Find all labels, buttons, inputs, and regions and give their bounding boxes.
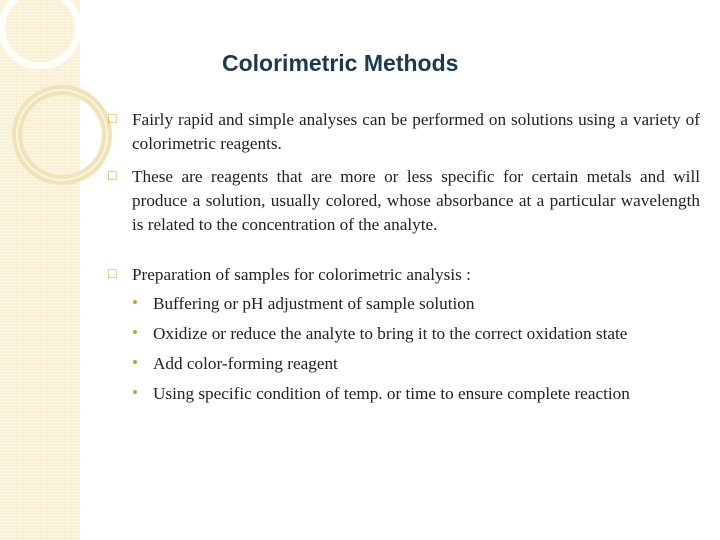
bullet-marker-icon: □ <box>108 169 117 184</box>
sub-bullet-item <box>132 292 700 316</box>
sub-bullet-text: Buffering or pH adjustment of sample solution <box>153 294 475 313</box>
bullet-marker-icon: □ <box>108 267 117 282</box>
bullet-item <box>108 263 700 406</box>
bullet-text: Fairly rapid and simple analyses can be performed on solutions using a variety of colorimetric reagents. <box>132 110 700 153</box>
sub-bullet-dot-icon: • <box>132 383 139 402</box>
sub-bullet-text: Add color-forming reagent <box>153 354 338 373</box>
sub-bullet-dot-icon: • <box>132 323 139 342</box>
slide-content <box>108 108 700 412</box>
sub-bullet-list <box>132 292 700 406</box>
bullet-text: Preparation of samples for colorimetric analysis : <box>132 265 471 284</box>
sub-bullet-item <box>132 322 700 346</box>
sub-bullet-item <box>132 382 700 406</box>
sub-bullet-text: Using specific condition of temp. or time to ensure complete reaction <box>153 384 630 403</box>
bullet-item <box>108 108 700 156</box>
sub-bullet-item <box>132 352 700 376</box>
bullet-item <box>108 165 700 237</box>
sub-bullet-text: Oxidize or reduce the analyte to bring it to the correct oxidation state <box>153 324 628 343</box>
bullet-text: These are reagents that are more or less specific for certain metals and will produce a solution, usually colored, whose absorbance at a particular wavelength is related to the concentration of the analyte. <box>132 167 700 234</box>
bullet-marker-icon: □ <box>108 112 117 127</box>
sub-bullet-dot-icon: • <box>132 353 139 372</box>
sub-bullet-dot-icon: • <box>132 293 139 312</box>
slide-title: Colorimetric Methods <box>222 50 459 76</box>
